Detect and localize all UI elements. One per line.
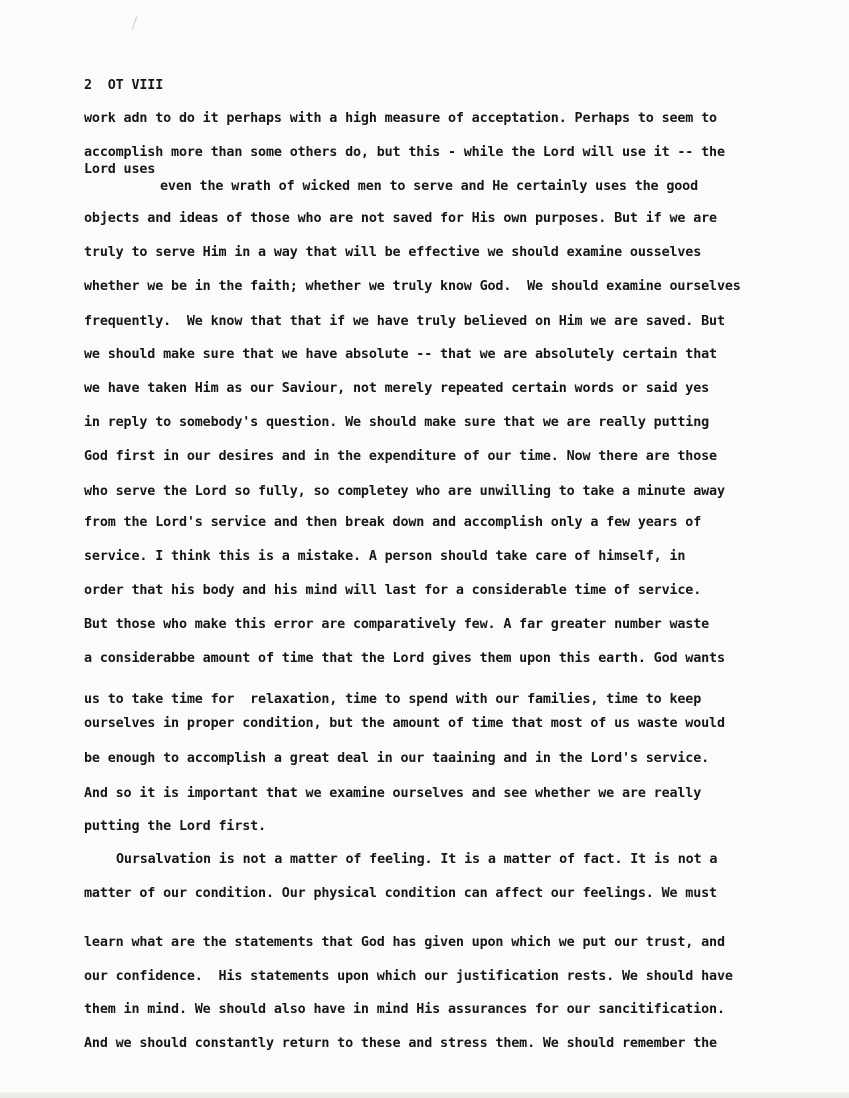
text-line: a considerabbe amount of time that the Lord gives them upon this earth. God wants [84,651,725,666]
text-line-insertion: Lord uses [84,162,156,177]
stray-pen-mark [132,16,137,30]
text-line: we should make sure that we have absolute -- that we are absolutely certain that [84,347,717,362]
text-line: even the wrath of wicked men to serve and He certainly uses the good [160,179,699,194]
text-line: work adn to do it perhaps with a high measure of acceptation. Perhaps to seem to [84,111,717,126]
text-line: truly to serve Him in a way that will be effective we should examine ousselves [84,245,702,260]
text-line: from the Lord's service and then break down and accomplish only a few years of [84,515,702,530]
text-line: whether we be in the faith; whether we truly know God. We should examine ourselves [84,279,741,294]
text-line: order that his body and his mind will last for a considerable time of service. [84,583,702,598]
page-bottom-edge [0,1092,849,1098]
text-line: accomplish more than some others do, but this - while the Lord will use it -- the [84,145,725,160]
text-line: And so it is important that we examine ourselves and see whether we are really [84,786,702,801]
text-line: be enough to accomplish a great deal in our taaining and in the Lord's service. [84,751,710,766]
page-header: 2 OT VIII [84,78,164,93]
text-line: And we should constantly return to these and stress them. We should remember the [84,1036,717,1051]
text-line: putting the Lord first. [84,819,266,834]
text-line: But those who make this error are comparatively few. A far greater number waste [84,617,710,632]
paragraph-start-line: Oursalvation is not a matter of feeling. It is a matter of fact. It is not a [116,852,718,867]
text-line: learn what are the statements that God has given upon which we put our trust, and [84,935,725,950]
text-line: who serve the Lord so fully, so completey who are unwilling to take a minute away [84,484,725,499]
text-line: them in mind. We should also have in mind His assurances for our sancitification. [84,1002,725,1017]
text-line: service. I think this is a mistake. A person should take care of himself, in [84,549,686,564]
text-line: us to take time for relaxation, time to spend with our families, time to keep [84,692,702,707]
text-line: objects and ideas of those who are not saved for His own purposes. But if we are [84,211,717,226]
text-line: our confidence. His statements upon which our justification rests. We should have [84,969,733,984]
text-line: frequently. We know that that if we have truly believed on Him we are saved. But [84,314,725,329]
text-line: we have taken Him as our Saviour, not merely repeated certain words or said yes [84,381,710,396]
text-line: God first in our desires and in the expenditure of our time. Now there are those [84,449,717,464]
text-line: matter of our condition. Our physical condition can affect our feelings. We must [84,886,717,901]
text-line: ourselves in proper condition, but the amount of time that most of us waste would [84,716,725,731]
text-line: in reply to somebody's question. We should make sure that we are really putting [84,415,710,430]
